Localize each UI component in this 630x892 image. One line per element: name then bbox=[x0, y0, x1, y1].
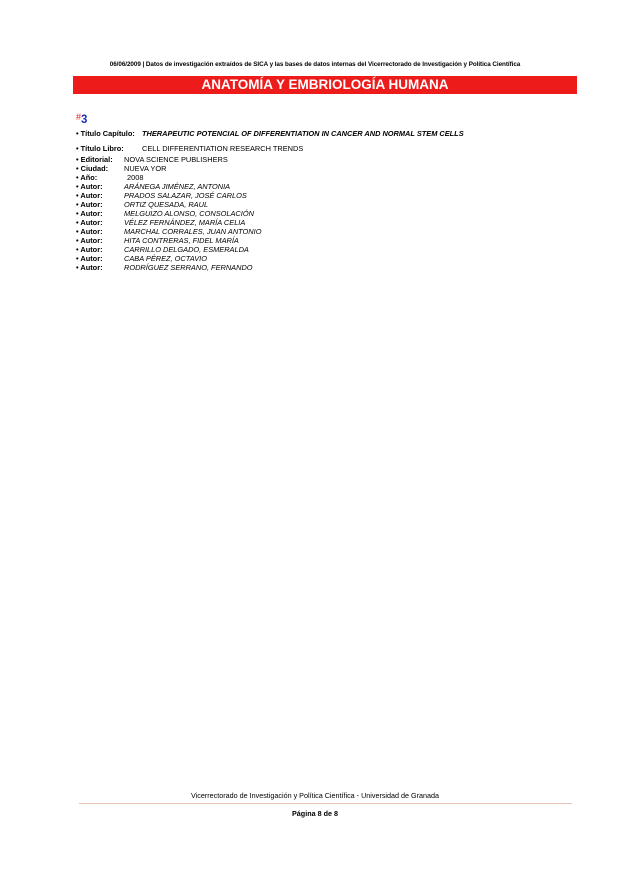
record-number-value: 3 bbox=[81, 114, 88, 126]
field-autor: • Autor: RODRÍGUEZ SERRANO, FERNANDO bbox=[76, 263, 253, 272]
field-autor: • Autor: ARÁNEGA JIMÉNEZ, ANTONIA bbox=[76, 182, 231, 191]
author-name: RODRÍGUEZ SERRANO, FERNANDO bbox=[124, 263, 253, 272]
field-autor: • Autor: VÉLEZ FERNÁNDEZ, MARÍA CELIA bbox=[76, 218, 246, 227]
author-name: PRADOS SALAZAR, JOSÉ CARLOS bbox=[124, 191, 247, 200]
field-titulo-capitulo bbox=[76, 129, 464, 138]
page-number: Página 8 de 8 bbox=[292, 809, 338, 818]
record-number bbox=[76, 112, 87, 126]
author-name: HITA CONTRERAS, FIDEL MARÍA bbox=[124, 236, 239, 245]
field-titulo-libro bbox=[76, 144, 304, 153]
author-name: VÉLEZ FERNÁNDEZ, MARÍA CELIA bbox=[124, 218, 246, 227]
author-name: ORTIZ QUESADA, RAUL bbox=[124, 200, 209, 209]
field-autor: • Autor: CABA PÉREZ, OCTAVIO bbox=[76, 254, 207, 263]
section-title-banner: ANATOMÍA Y EMBRIOLOGÍA HUMANA bbox=[73, 76, 577, 94]
field-label: • Año: bbox=[76, 173, 98, 182]
field-label: • Título Capítulo: bbox=[76, 129, 135, 138]
field-label: • Editorial: bbox=[76, 155, 113, 164]
field-autor: • Autor: MELGUIZO ALONSO, CONSOLACIÓN bbox=[76, 209, 254, 218]
field-value: NUEVA YOR bbox=[124, 164, 167, 173]
field-autor: • Autor: HITA CONTRERAS, FIDEL MARÍA bbox=[76, 236, 239, 245]
field-value: THERAPEUTIC POTENCIAL OF DIFFERENTIATION IN CANCER AND NORMAL STEM CELLS bbox=[142, 129, 464, 138]
field-autor: • Autor: CARRILLO DELGADO, ESMERALDA bbox=[76, 245, 249, 254]
field-anio bbox=[76, 173, 144, 182]
field-ciudad bbox=[76, 164, 167, 173]
field-value: CELL DIFFERENTIATION RESEARCH TRENDS bbox=[142, 144, 304, 153]
field-autor: • Autor: ORTIZ QUESADA, RAUL bbox=[76, 200, 209, 209]
author-name: MARCHAL CORRALES, JUAN ANTONIO bbox=[124, 227, 262, 236]
field-autor: • Autor: PRADOS SALAZAR, JOSÉ CARLOS bbox=[76, 191, 247, 200]
field-label: • Título Libro: bbox=[76, 144, 124, 153]
field-value: NOVA SCIENCE PUBLISHERS bbox=[124, 155, 228, 164]
author-name: ARÁNEGA JIMÉNEZ, ANTONIA bbox=[124, 182, 231, 191]
field-autor: • Autor: MARCHAL CORRALES, JUAN ANTONIO bbox=[76, 227, 262, 236]
field-editorial bbox=[76, 155, 228, 164]
field-label: • Ciudad: bbox=[76, 164, 109, 173]
page-header-text: 06/06/2009 | Datos de investigación extraídos de SICA y las bases de datos internas del Vicerrectorado de Investigación y Política Científica bbox=[109, 61, 521, 68]
footer-text: Vicerrectorado de Investigación y Política Científica - Universidad de Granada bbox=[191, 791, 439, 800]
author-name: CARRILLO DELGADO, ESMERALDA bbox=[124, 245, 249, 254]
author-name: CABA PÉREZ, OCTAVIO bbox=[124, 254, 207, 263]
footer-divider bbox=[79, 803, 572, 804]
field-value: 2008 bbox=[127, 173, 144, 182]
record-hash: # bbox=[76, 112, 82, 122]
author-name: MELGUIZO ALONSO, CONSOLACIÓN bbox=[124, 209, 254, 218]
